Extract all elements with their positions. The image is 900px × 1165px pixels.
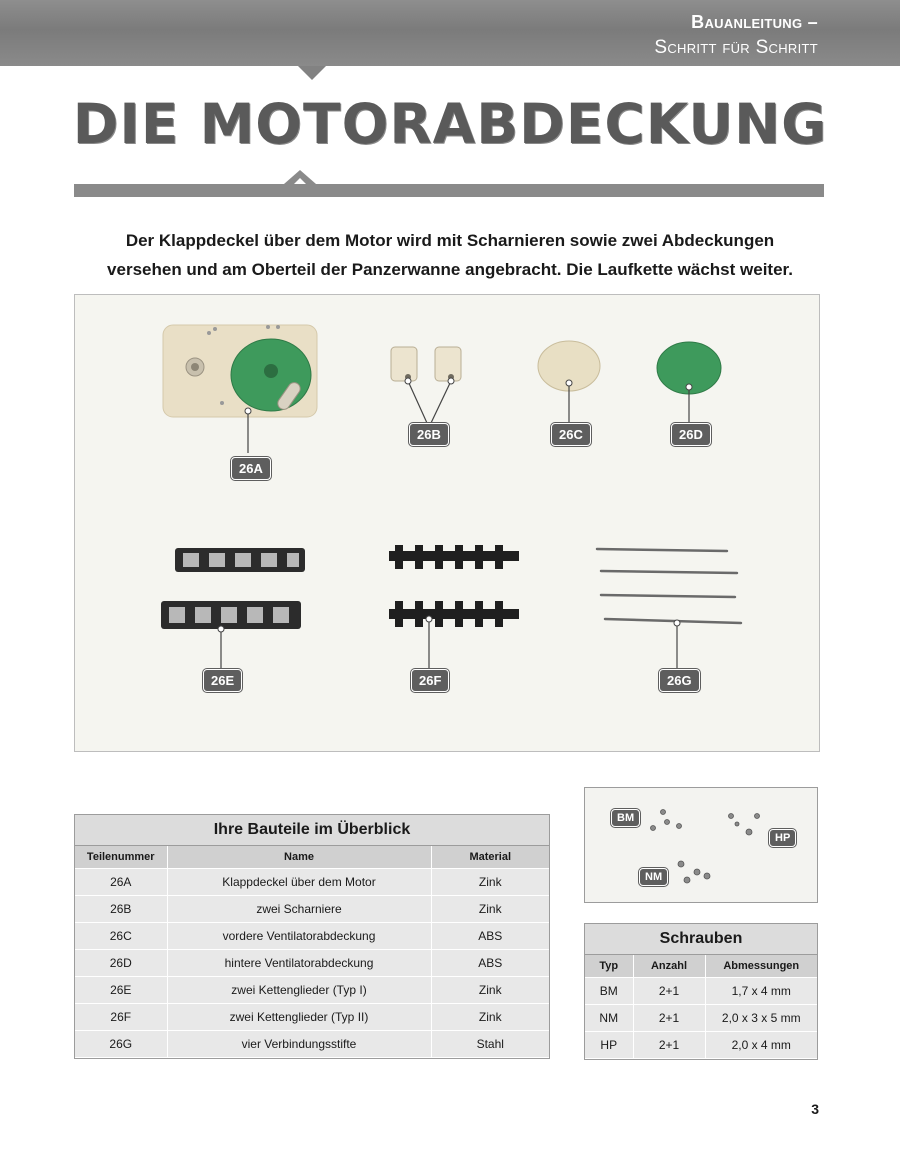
- table-row: [75, 1031, 549, 1058]
- label-hp: HP: [769, 829, 796, 847]
- part-26e-track-links: [161, 548, 305, 629]
- screw-type: HP: [585, 1032, 633, 1059]
- part-material: ABS: [431, 950, 549, 977]
- screws-header-type: Typ: [585, 955, 633, 978]
- table-row: [75, 950, 549, 977]
- part-name: vier Verbindungsstifte: [167, 1031, 431, 1058]
- intro-line2: versehen und am Oberteil der Panzerwanne angebracht. Die Laufkette wächst weiter.: [107, 260, 793, 279]
- part-number: 26G: [75, 1031, 167, 1058]
- section-header: [654, 10, 818, 60]
- table-row: [75, 896, 549, 923]
- label-26f: 26F: [411, 669, 449, 692]
- parts-table: [74, 814, 550, 1059]
- label-26c: 26C: [551, 423, 591, 446]
- label-26a: 26A: [231, 457, 271, 480]
- screw-count: 2+1: [633, 978, 705, 1005]
- part-material: Zink: [431, 1004, 549, 1031]
- page-title: DIE MOTORABDECKUNG: [72, 92, 828, 156]
- table-row: [585, 1005, 817, 1032]
- label-26g: 26G: [659, 669, 700, 692]
- table-row: [75, 923, 549, 950]
- screw-count: 2+1: [633, 1005, 705, 1032]
- part-number: 26B: [75, 896, 167, 923]
- screw-count: 2+1: [633, 1032, 705, 1059]
- table-row: [585, 1032, 817, 1059]
- part-number: 26C: [75, 923, 167, 950]
- part-number: 26D: [75, 950, 167, 977]
- screws-photo: [584, 787, 818, 903]
- section-header-line1: Bauanleitung –: [691, 12, 818, 32]
- parts-header-material: Material: [431, 846, 549, 869]
- parts-table-caption: Ihre Bauteile im Überblick: [75, 815, 549, 846]
- part-name: zwei Kettenglieder (Typ II): [167, 1004, 431, 1031]
- parts-photo: [74, 294, 820, 752]
- part-material: ABS: [431, 923, 549, 950]
- label-26e: 26E: [203, 669, 242, 692]
- part-number: 26F: [75, 1004, 167, 1031]
- screw-dimensions: 2,0 x 4 mm: [705, 1032, 817, 1059]
- parts-header-name: Name: [167, 846, 431, 869]
- screws-table: [584, 923, 818, 1060]
- part-name: vordere Ventilatorabdeckung: [167, 923, 431, 950]
- table-row: [75, 869, 549, 896]
- parts-header-number: Teilenummer: [75, 846, 167, 869]
- part-26g-pins: [597, 549, 741, 623]
- part-material: Stahl: [431, 1031, 549, 1058]
- screw-dimensions: 2,0 x 3 x 5 mm: [705, 1005, 817, 1032]
- intro-line1: Der Klappdeckel über dem Motor wird mit Scharnieren sowie zwei Abdeckungen: [125, 231, 775, 250]
- part-name: zwei Scharniere: [167, 896, 431, 923]
- label-nm: NM: [639, 868, 668, 886]
- part-material: Zink: [431, 869, 549, 896]
- part-material: Zink: [431, 977, 549, 1004]
- screws-header-dimensions: Abmessungen: [705, 955, 817, 978]
- screw-type: NM: [585, 1005, 633, 1032]
- part-26f-track-links: [389, 545, 519, 627]
- part-number: 26A: [75, 869, 167, 896]
- table-row: [75, 1004, 549, 1031]
- part-name: Klappdeckel über dem Motor: [167, 869, 431, 896]
- label-26d: 26D: [671, 423, 711, 446]
- page-number: 3: [811, 1101, 819, 1117]
- part-number: 26E: [75, 977, 167, 1004]
- screws-header-count: Anzahl: [633, 955, 705, 978]
- label-26b: 26B: [409, 423, 449, 446]
- label-bm: BM: [611, 809, 640, 827]
- table-row: [75, 977, 549, 1004]
- title-divider: [74, 184, 824, 197]
- part-26b-hinges: [391, 347, 461, 381]
- part-26a-cover: [163, 325, 317, 417]
- screw-dimensions: 1,7 x 4 mm: [705, 978, 817, 1005]
- section-header-line2: Schritt für Schritt: [654, 37, 818, 58]
- screw-type: BM: [585, 978, 633, 1005]
- part-name: hintere Ventilatorabdeckung: [167, 950, 431, 977]
- table-row: [585, 978, 817, 1005]
- part-name: zwei Kettenglieder (Typ I): [167, 977, 431, 1004]
- intro-text: [60, 226, 840, 284]
- part-material: Zink: [431, 896, 549, 923]
- screws-table-caption: Schrauben: [585, 924, 817, 955]
